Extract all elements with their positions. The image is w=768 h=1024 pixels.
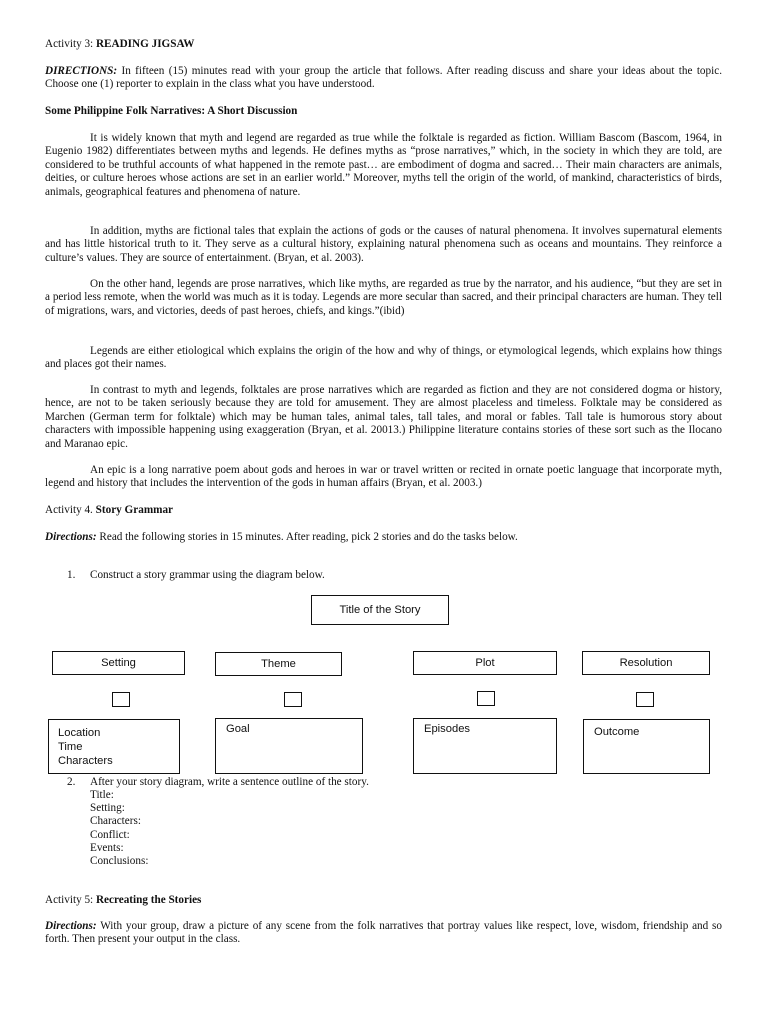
diagram-title-label: Title of the Story — [339, 604, 421, 616]
outline-title: Title: — [90, 789, 114, 801]
activity4-title: Story Grammar — [95, 504, 174, 516]
diagram-title-box — [311, 595, 449, 625]
diagram-plot-connector — [477, 691, 495, 706]
diagram-theme-connector — [284, 692, 302, 707]
article-paragraph-6: An epic is a long narrative poem about gods and heroes in war or travel written or recited in ornate poetic language that incorporate myth, legend and history that includes the intervention of the gods in human affairs (Bryan, et al. 2003.) — [45, 464, 722, 490]
outline-setting: Setting: — [90, 802, 125, 815]
activity3-directions-label: DIRECTIONS: — [45, 65, 118, 77]
article-paragraph-5: In contrast to myth and legends, folktales are prose narratives which are regarded as fiction and they are not considered dogma or history, hence, are not to be taken seriously because they are told for amusement. They are almost placeless and timeless. Folktale may be considered as Marchen (German term for folktale) which may be human tales, animal tales, tall tales, and moral or fables. Tall tale is humorous story about characters with impossible happening using exaggeration (Bryan, et al. 20013.) Philippine literature contains stories of these sort such as the Ilocano and Maranao epic. — [45, 384, 722, 450]
diagram-plot-label: Plot — [475, 657, 495, 669]
article-paragraph-2: In addition, myths are fictional tales that explain the actions of gods or the causes of natural phenomena. It involves supernatural elements and has little historical truth to it. They serve as a cultural history, explaining natural phenomena such as oceans and mountains. They reinforce a culture’s values. They are source of entertainment. (Bryan, et al. 2003). — [45, 225, 722, 264]
activity5-directions-label: Directions: — [45, 920, 97, 932]
diagram-goal-label: Goal — [226, 723, 250, 735]
activity5-directions — [45, 920, 722, 947]
diagram-episodes-box — [413, 718, 557, 774]
activity3-prefix: Activity 3: — [45, 38, 96, 50]
setting-detail-location: Location — [58, 727, 101, 739]
diagram-resolution-box — [582, 651, 710, 675]
item2-text: After your story diagram, write a sentence outline of the story. — [90, 776, 369, 788]
outline-events: Events: — [90, 841, 124, 854]
activity5-title: Recreating the Stories — [95, 894, 202, 906]
diagram-plot-box — [413, 651, 557, 675]
diagram-theme-label: Theme — [261, 658, 296, 670]
activity3-title: READING JIGSAW — [95, 38, 195, 50]
diagram-theme-box — [215, 652, 342, 676]
diagram-resolution-label: Resolution — [619, 657, 673, 669]
article-paragraph-3: On the other hand, legends are prose narratives, which like myths, are regarded as true by the narrator, and his audience, “but they are set in a period less remote, when the world was much as it is today. Legends are more secular than sacred, and their principal characters are human. They tell of migrations, wars, and victories, deeds of past heroes, chiefs, and kings.”(ibid) — [45, 278, 722, 317]
activity3-directions — [45, 65, 722, 92]
diagram-outcome-box — [583, 719, 710, 774]
diagram-setting-details-box — [48, 719, 180, 774]
activity4-directions — [45, 531, 722, 544]
activity5-directions-text: With your group, draw a picture of any scene from the folk narratives that portray values like respect, love, wisdom, friendship and so forth. Then present your output in the class. — [45, 920, 722, 946]
activity4-prefix: Activity 4. — [45, 504, 96, 516]
activity5-prefix: Activity 5: — [45, 894, 96, 906]
setting-detail-time: Time — [58, 741, 83, 753]
outline-conclusions: Conclusions: — [90, 855, 149, 868]
diagram-setting-label: Setting — [101, 657, 136, 669]
diagram-outcome-label: Outcome — [594, 726, 640, 738]
diagram-resolution-connector — [636, 692, 654, 707]
diagram-episodes-label: Episodes — [424, 723, 471, 735]
article-paragraph-4: Legends are either etiological which explains the origin of the how and why of things, or etymological legends, which explains how things and places got their names. — [45, 345, 722, 371]
activity3-directions-text: In fifteen (15) minutes read with your group the article that follows. After reading discuss and share your ideas about the topic. Choose one (1) reporter to explain in the class what you have understood. — [45, 65, 722, 91]
outline-conflict: Conflict: — [90, 828, 130, 841]
activity3-heading — [45, 38, 722, 51]
item2-number: 2. — [67, 776, 76, 788]
activity4-heading — [45, 504, 722, 517]
diagram-goal-box — [215, 718, 363, 774]
diagram-setting-box — [52, 651, 185, 675]
setting-detail-characters: Characters — [58, 755, 113, 767]
article-paragraph-1: It is widely known that myth and legend are regarded as true while the folktale is regarded as fiction. William Bascom (Bascom, 1964, in Eugenio 1982) differentiates between myths and legends. He defines myths as “prose narratives,” which, in the society in which they are told, are considered to be truthful accounts of what happened in the remote past… are embodiment of dogma and sacred… Their main characters are animals, deities, or culture heroes whose actions are set in an earlier world.” Moreover, myths tell the origin of the world, of mankind, characteristics of birds, animals, geographical features and phenomena of nature. — [45, 132, 722, 198]
sentence-outline — [90, 789, 148, 868]
diagram-setting-connector — [112, 692, 130, 707]
activity4-directions-label: Directions: — [45, 531, 97, 543]
activity5-heading — [45, 894, 722, 907]
article-title: Some Philippine Folk Narratives: A Short Discussion — [45, 105, 298, 117]
outline-characters: Characters: — [90, 815, 141, 828]
item1-text: Construct a story grammar using the diagram below. — [90, 569, 325, 581]
item1-number: 1. — [67, 569, 76, 581]
activity4-directions-text: Read the following stories in 15 minutes. After reading, pick 2 stories and do the tasks below. — [96, 531, 518, 543]
